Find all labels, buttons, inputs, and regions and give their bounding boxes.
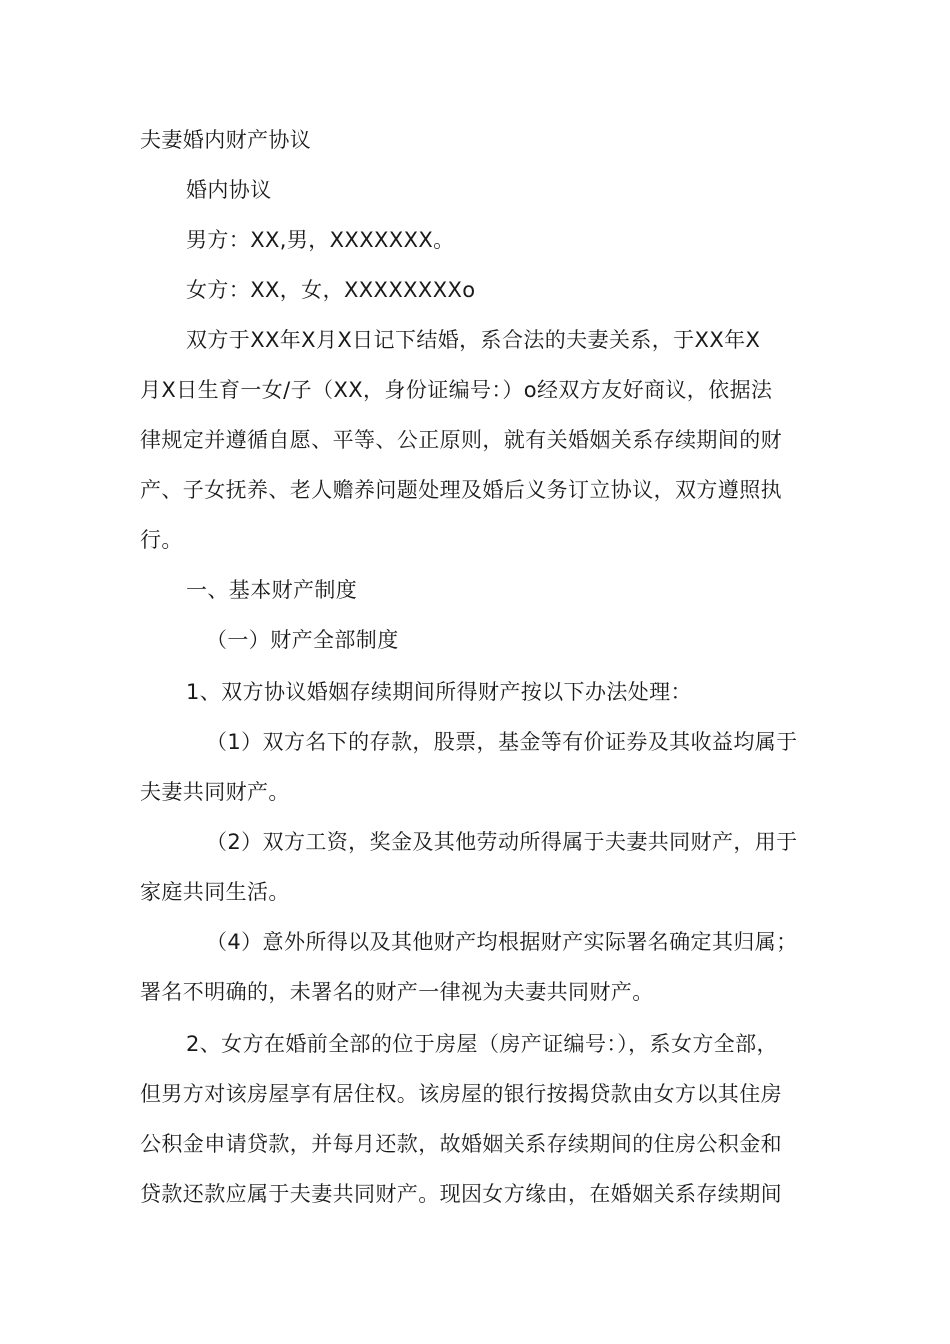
section-heading: 婚内协议 [186, 178, 272, 202]
paragraph-line: 产、子女抚养、老人赡养问题处理及婚后义务订立协议，双方遵照执 [140, 478, 782, 502]
clause-line: （4）意外所得以及其他财产均根据财产实际署名确定其归属； [206, 930, 798, 954]
clause-line: 贷款还款应属于夫妻共同财产。现因女方缘由，在婚姻关系存续期间 [140, 1182, 782, 1206]
clause-line: （2）双方工资，奖金及其他劳动所得属于夫妻共同财产，用于 [206, 830, 798, 854]
paragraph-line: 月X日生育一女/子（XX，身份证编号：）o经双方友好商议，依据法 [140, 378, 773, 402]
section-heading: 一、基本财产制度 [186, 578, 358, 602]
clause-line: （1）双方名下的存款，股票，基金等有价证券及其收益均属于 [206, 730, 798, 754]
subsection-heading: （一）财产全部制度 [206, 628, 399, 652]
clause-line: 公积金申请贷款，并每月还款，故婚姻关系存续期间的住房公积金和 [140, 1132, 782, 1156]
paragraph-line: 律规定并遵循自愿、平等、公正原则，就有关婚姻关系存续期间的财 [140, 428, 782, 452]
party-female: 女方：XX，女，XXXXXXXXo [186, 278, 476, 302]
party-male: 男方：XX,男，XXXXXXX。 [186, 228, 455, 252]
paragraph-line: 行。 [140, 528, 183, 552]
clause-line: 家庭共同生活。 [140, 880, 290, 904]
clause-line: 1、双方协议婚姻存续期间所得财产按以下办法处理： [186, 680, 692, 704]
clause-line: 夫妻共同财产。 [140, 780, 290, 804]
document-title: 夫妻婚内财产协议 [140, 128, 312, 152]
clause-line: 但男方对该房屋享有居住权。该房屋的银行按揭贷款由女方以其住房 [140, 1082, 782, 1106]
paragraph-line: 双方于XX年X月X日记下结婚，系合法的夫妻关系，于XX年X [186, 328, 761, 352]
clause-line: 署名不明确的，未署名的财产一律视为夫妻共同财产。 [140, 980, 654, 1004]
clause-line: 2、女方在婚前全部的位于房屋（房产证编号：），系女方全部， [186, 1032, 778, 1056]
